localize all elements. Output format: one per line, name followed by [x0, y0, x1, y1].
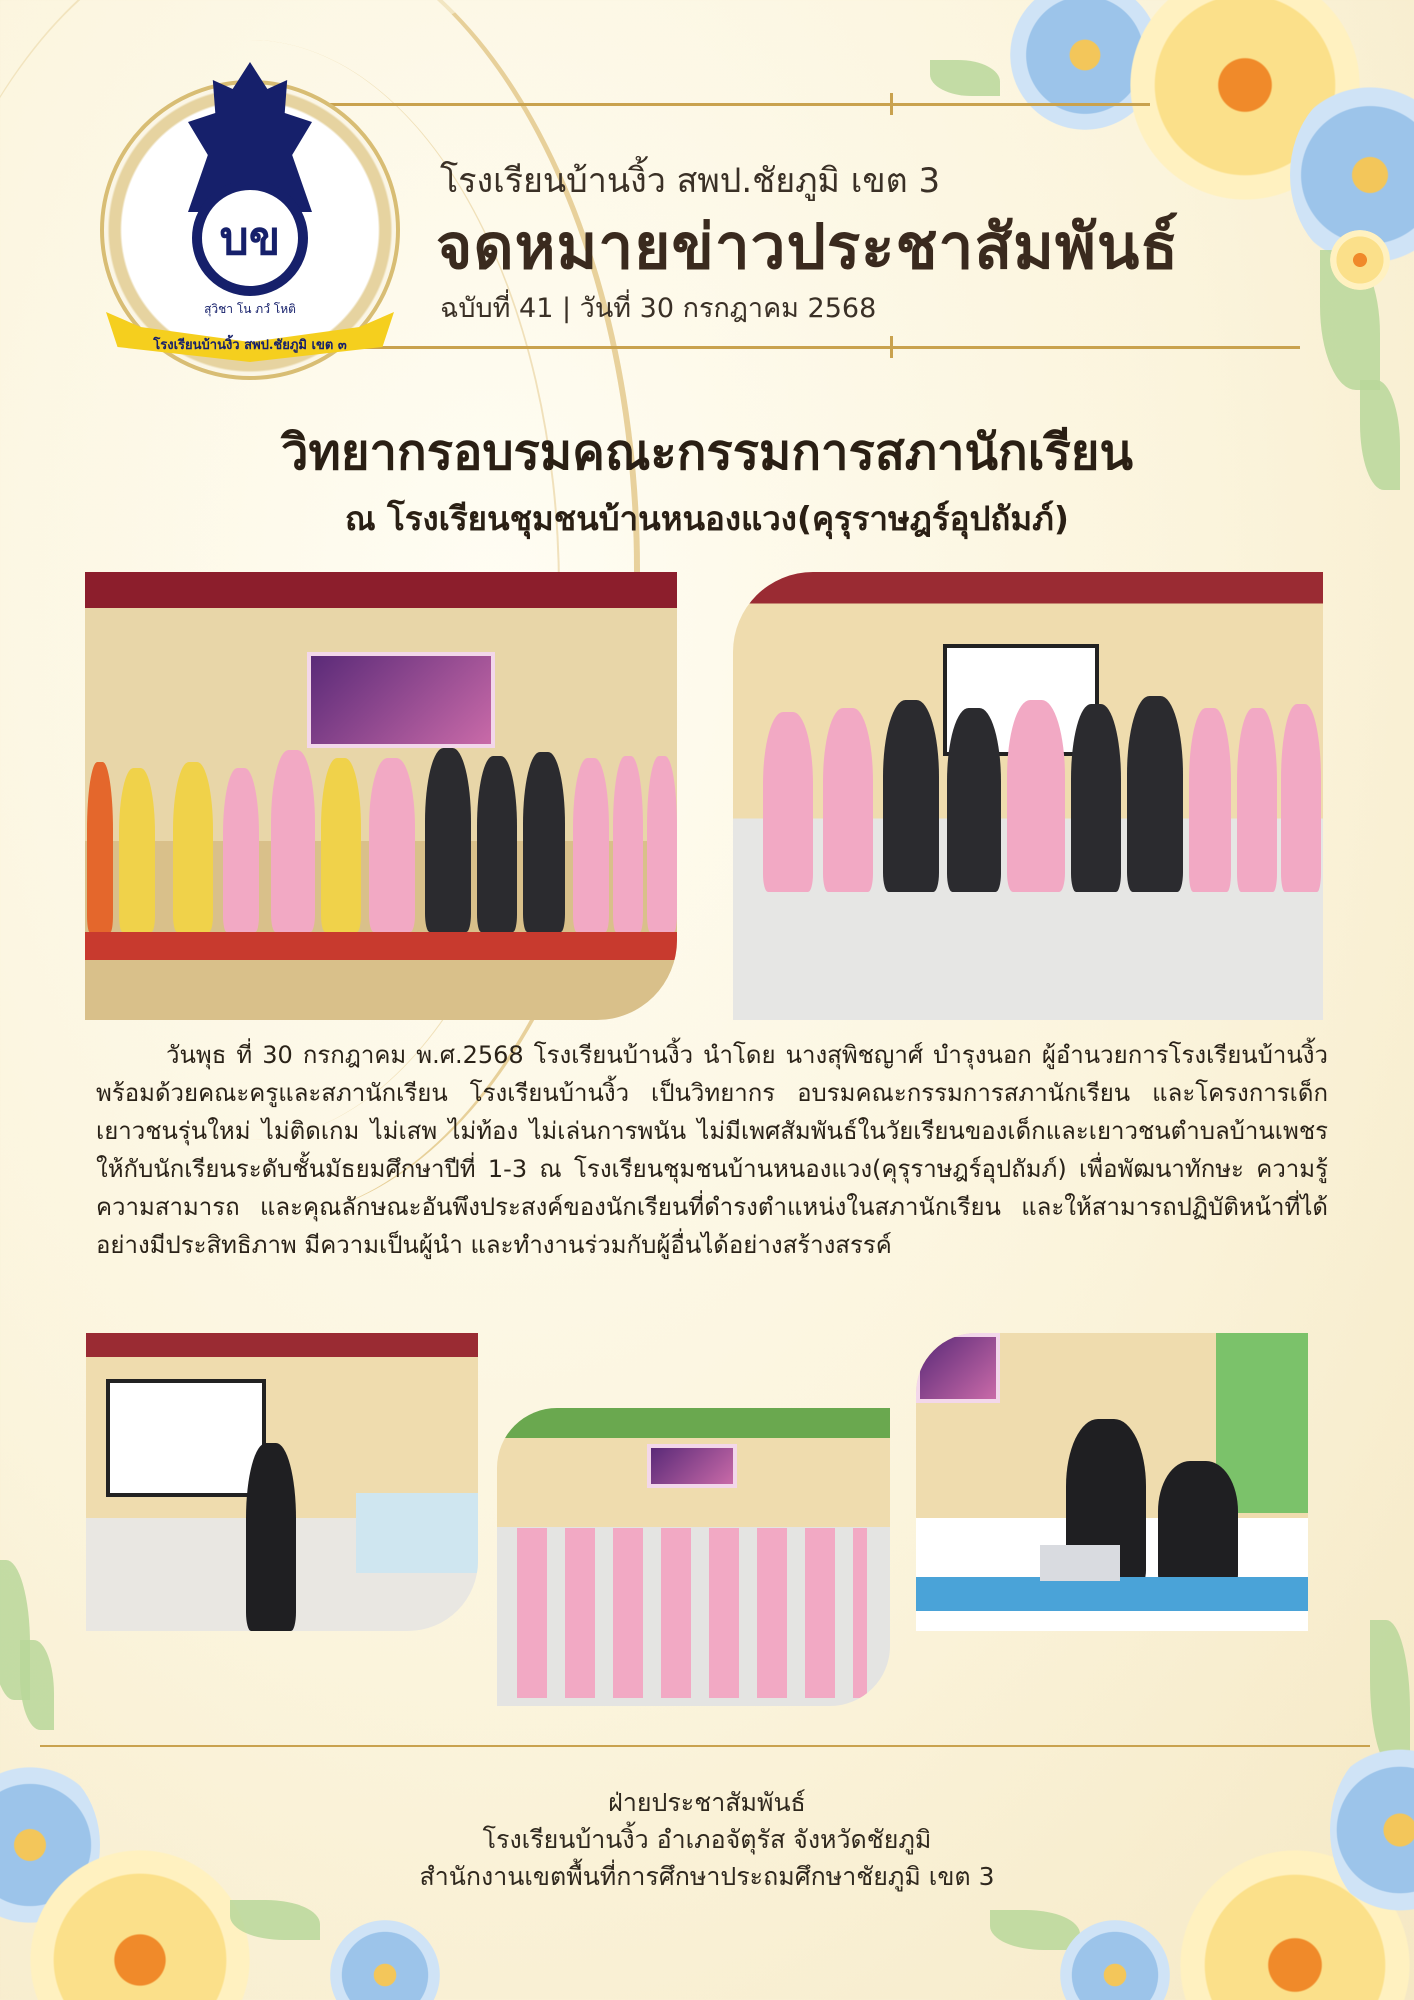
article-subheadline: ณ โรงเรียนชุมชนบ้านหนองแวง(คุรุราษฎร์อุปถัมภ์) [345, 499, 1069, 538]
logo-ribbon-text: โรงเรียนบ้านงิ้ว สพป.ชัยภูมิ เขต ๓ [153, 338, 347, 353]
header-rule-tick [890, 336, 893, 358]
person-figure [613, 756, 643, 932]
blue-flower-decoration [330, 1920, 440, 2000]
article-headline: วิทยากรอบรมคณะกรรมการสภานักเรียน [281, 424, 1133, 481]
person-figure [1127, 696, 1183, 892]
photo-students-seated [497, 1408, 890, 1706]
person-figure [321, 758, 361, 932]
stage-carpet [85, 932, 677, 960]
header-bottom-rule [340, 346, 1300, 349]
laptop [1040, 1545, 1120, 1581]
school-logo [100, 62, 400, 382]
person-figure [1237, 708, 1277, 892]
person-figure [823, 708, 873, 892]
table-cloth [916, 1577, 1308, 1611]
logo-monogram-circle [192, 180, 308, 296]
small-flower-decoration [1330, 230, 1390, 290]
photo-teachers-at-table [916, 1333, 1308, 1631]
person-figure [647, 756, 677, 932]
person-figure [573, 758, 609, 932]
photo-group-on-stage [85, 572, 677, 1020]
person-figure [425, 748, 471, 932]
event-banner [647, 1444, 737, 1488]
header-top-rule [330, 103, 1150, 106]
footer-education-office: สำนักงานเขตพื้นที่การศึกษาประถมศึกษาชัยภูมิ เขต 3 [419, 1862, 995, 1891]
event-banner [916, 1333, 1000, 1403]
leaf-decoration [930, 60, 1000, 96]
person-figure [477, 756, 517, 932]
person-figure [1071, 704, 1121, 892]
logo-motto: สุวิชา โน ภวํ โหติ [204, 302, 296, 316]
newsletter-title: จดหมายข่าวประชาสัมพันธ์ [436, 210, 1180, 283]
article-body-paragraph: วันพุธ ที่ 30 กรกฎาคม พ.ศ.2568 โรงเรียนบ้านงิ้ว นำโดย นางสุพิชญาศ์ บำรุงนอก ผู้อำนวยการโรงเรียนบ้านงิ้ว พร้อมด้วยคณะครูและสภานักเรียน โรงเรียนบ้านงิ้ว เป็นวิทยากร อบรมคณะกรรมการสภานักเรียน และโครงการเด็กเยาวชนรุ่นใหม่ ไม่ติดเกม ไม่เสพ ไม่ท้อง ไม่เล่นการพนัน ไม่มีเพศสัมพันธ์ในวัยเรียนของเด็กและเยาวชนตำบลบ้านเพชร ให้กับนักเรียนระดับชั้นมัธยมศึกษาปีที่ 1-3 ณ โรงเรียนชุมชนบ้านหนองแวง(คุรุราษฎร์อุปถัมภ์) เพื่อพัฒนาทักษะ ความรู้ ความสามารถ และคุณลักษณะอันพึงประสงค์ของนักเรียนที่ดำรงตำแหน่งในสภานักเรียน และให้สามารถปฏิบัติหน้าที่ได้อย่างมีประสิทธิภาพ มีความเป็นผู้นำ และทำงานร่วมกับผู้อื่นได้อย่างสร้างสรรค์ [96, 1041, 1328, 1259]
person-figure [1007, 700, 1065, 892]
header-rule-tick [890, 93, 893, 115]
person-figure [883, 700, 939, 892]
school-name-header: โรงเรียนบ้านงิ้ว สพป.ชัยภูมิ เขต 3 [440, 161, 941, 201]
photo-speaker-presenting [86, 1333, 478, 1631]
speaker-figure [246, 1443, 296, 1631]
person-figure [87, 762, 113, 932]
person-figure [173, 762, 213, 932]
logo-monogram: บข [219, 210, 281, 265]
issue-number-date: ฉบับที่ 41 | วันที่ 30 กรกฎาคม 2568 [440, 293, 877, 324]
projector-screen [106, 1379, 266, 1497]
person-figure [523, 752, 565, 932]
person-figure [1189, 708, 1231, 892]
person-figure [763, 712, 813, 892]
person-figure [947, 708, 1001, 892]
leaf-decoration [990, 1910, 1080, 1950]
person-figure [119, 768, 155, 932]
person-figure [223, 768, 259, 932]
photo-group-in-hall [733, 572, 1323, 1020]
event-banner [307, 652, 495, 748]
person-figure [369, 758, 415, 932]
article-body [96, 1036, 1328, 1264]
person-figure [271, 750, 315, 932]
person-figure [1158, 1461, 1238, 1587]
seated-students [517, 1528, 867, 1698]
table [356, 1493, 478, 1573]
footer-school-address: โรงเรียนบ้านงิ้ว อำเภอจัตุรัส จังหวัดชัยภูมิ [482, 1825, 932, 1854]
leaf-decoration [20, 1640, 54, 1730]
footer-rule [40, 1745, 1370, 1747]
person-figure [1281, 704, 1321, 892]
footer-department: ฝ่ายประชาสัมพันธ์ [608, 1788, 806, 1817]
